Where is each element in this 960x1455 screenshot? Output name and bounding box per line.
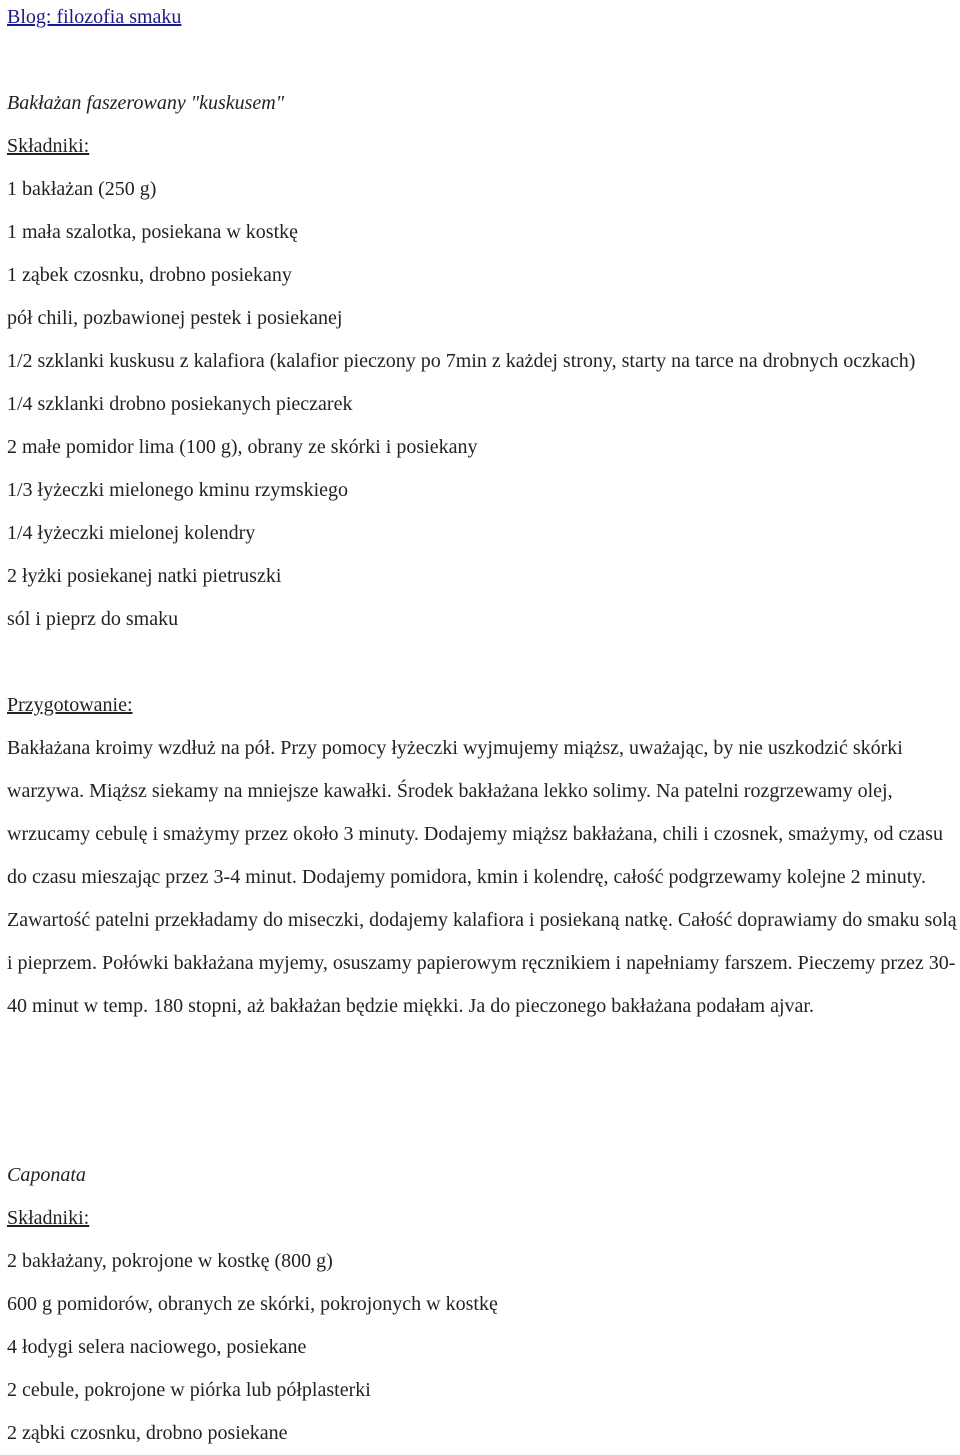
- ingredients-label: Składniki:: [7, 1207, 90, 1229]
- ingredient-item: 2 małe pomidor lima (100 g), obrany ze skórki i posiekany: [7, 436, 478, 458]
- ingredient-item: 2 łyżki posiekanej natki pietruszki: [7, 565, 282, 587]
- preparation-text: Bakłażana kroimy wzdłuż na pół. Przy pomocy łyżeczki wyjmujemy miąższ, uważając, by nie uszkodzić skórki warzywa. Miąższ siekamy na mniejsze kawałki. Środek bakłażana lekko solimy. Na patelni rozgrzewamy olej, wrzucamy cebulę i smażymy przez około 3 minuty. Dodajemy miąższ bakłażana, chili i czosnek, smażymy, od czasu do czasu mieszając przez 3-4 minut. Dodajemy pomidora, kmin i kolendrę, całość podgrzewamy kolejne 2 minuty. Zawartość patelni przekładamy do miseczki, dodajemy kalafiora i posiekaną natkę. Całość doprawiamy do smaku solą i pieprzem. Połówki bakłażana myjemy, osuszamy papierowym ręcznikiem i napełniamy farszem. Pieczemy przez 30-40 minut w temp. 180 stopni, aż bakłażan będzie miękki. Ja do pieczonego bakłażana podałam ajvar.: [7, 737, 957, 1017]
- ingredient-item: 4 łodygi selera naciowego, posiekane: [7, 1336, 307, 1358]
- ingredient-item: 1/4 szklanki drobno posiekanych pieczarek: [7, 393, 353, 415]
- recipe-title: Caponata: [7, 1164, 86, 1186]
- ingredient-item: 1/3 łyżeczki mielonego kminu rzymskiego: [7, 479, 349, 501]
- ingredient-item: 1 ząbek czosnku, drobno posiekany: [7, 264, 292, 286]
- ingredient-item: sól i pieprz do smaku: [7, 608, 179, 630]
- ingredient-item: 2 cebule, pokrojone w piórka lub półplasterki: [7, 1379, 371, 1401]
- ingredients-list: [7, 1240, 957, 1455]
- recipe-caponata: [7, 1154, 957, 1455]
- preparation-label: Przygotowanie:: [7, 694, 133, 716]
- ingredient-item: 2 ząbki czosnku, drobno posiekane: [7, 1422, 288, 1444]
- ingredient-item: pół chili, pozbawionej pestek i posiekanej: [7, 307, 343, 329]
- ingredient-item: 600 g pomidorów, obranych ze skórki, pokrojonych w kostkę: [7, 1293, 498, 1315]
- ingredient-item: 2 bakłażany, pokrojone w kostkę (800 g): [7, 1250, 333, 1272]
- ingredients-list: [7, 168, 957, 641]
- spacer: [7, 641, 957, 684]
- ingredient-item: 1 mała szalotka, posiekana w kostkę: [7, 221, 299, 243]
- ingredient-item: 1/4 łyżeczki mielonej kolendry: [7, 522, 256, 544]
- recipe-eggplant: [7, 82, 957, 1028]
- ingredient-item: 1/2 szklanki kuskusu z kalafiora (kalafior pieczony po 7min z każdej strony, starty na tarce na drobnych oczkach): [7, 350, 916, 372]
- blog-link[interactable]: Blog: filozofia smaku: [7, 6, 182, 28]
- ingredient-item: 1 bakłażan (250 g): [7, 178, 157, 200]
- ingredients-label: Składniki:: [7, 135, 90, 157]
- recipe-title: Bakłażan faszerowany "kuskusem": [7, 92, 285, 114]
